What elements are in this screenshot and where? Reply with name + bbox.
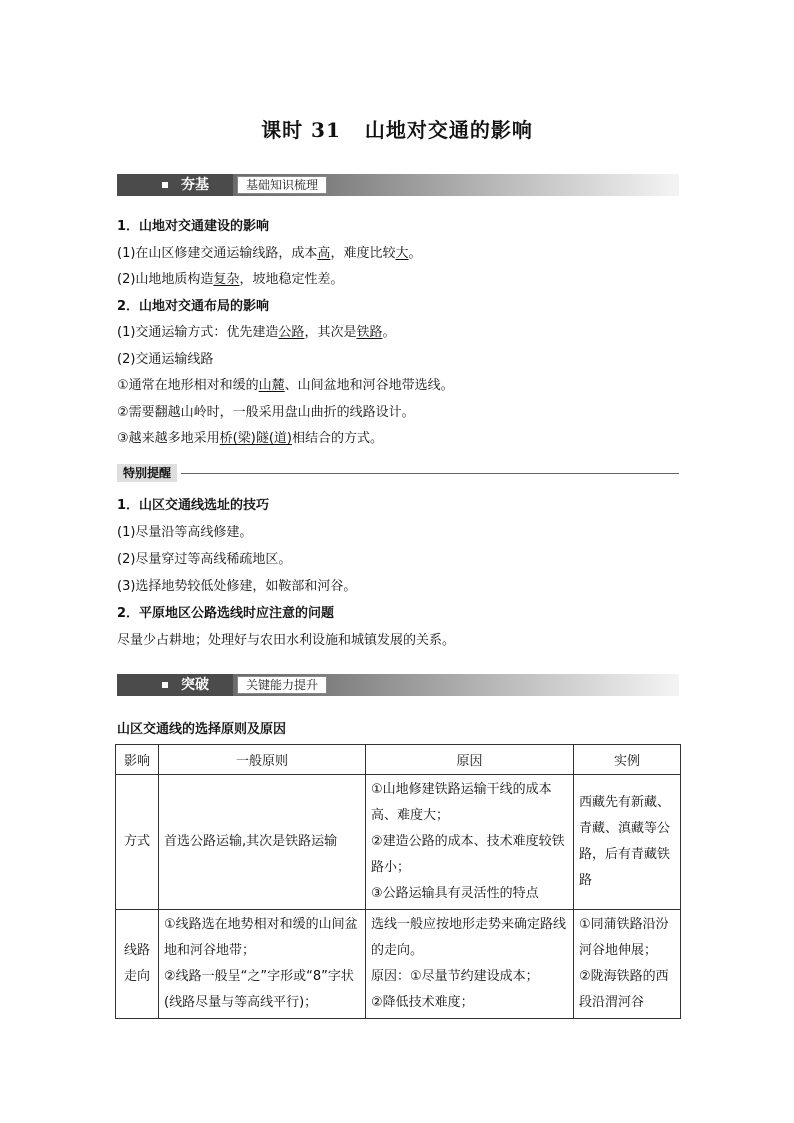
- table-cell: 首选公路运输,其次是铁路运输: [159, 775, 366, 910]
- item-2-1: (1)交通运输方式：优先建造公路，其次是铁路。: [117, 325, 396, 340]
- heading-1: 1．山地对交通建设的影响: [117, 219, 270, 234]
- principles-table: [115, 744, 681, 1019]
- heading-2: 2．山地对交通布局的影响: [117, 298, 270, 314]
- table-cell: ①线路选在地势相对和缓的山间盆地和河谷地带； ②线路一般呈“之”字形或“8”字状(线路尽量与等高线平行)；: [159, 910, 366, 1019]
- tip-item: (3)选择地势较低处修建，如鞍部和河谷。: [117, 579, 357, 594]
- square-bullet-icon: [162, 682, 168, 688]
- divider: [181, 473, 679, 474]
- tip-heading-1: 1．山区交通线选址的技巧: [117, 498, 270, 513]
- banner-main-label: 夯基: [181, 177, 209, 193]
- item-2-2: (2)交通运输线路: [117, 351, 214, 367]
- item-2-2-b: ②需要翻越山岭时，一般采用盘山曲折的线路设计。: [117, 404, 415, 420]
- tip-item: (1)尽量沿等高线修建。: [117, 525, 253, 540]
- col-header: 一般原则: [159, 745, 366, 775]
- col-header: 原因: [366, 745, 574, 775]
- page-title: 课时 31 山地对交通的影响: [261, 118, 533, 142]
- table-cell: 方式: [116, 775, 159, 910]
- table-caption: 山区交通线的选择原则及原因: [117, 722, 287, 737]
- item-1-1: (1)在山区修建交通运输线路，成本高，难度比较大。: [117, 245, 422, 261]
- table-cell: ①山地修建铁路运输干线的成本高、难度大； ②建造公路的成本、技术难度较铁路小； ③公路运输具有灵活性的特点: [366, 775, 574, 910]
- section-banner-breakthrough: [117, 674, 679, 696]
- item-1-2: (2)山地地质构造复杂，坡地稳定性差。: [117, 272, 344, 287]
- banner-sub-label: 关键能力提升: [237, 676, 327, 694]
- banner-main-label: 突破: [181, 677, 209, 693]
- table-header-row: [116, 745, 681, 775]
- tip-heading-2: 2．平原地区公路选线时应注意的问题: [117, 606, 335, 621]
- section-banner-foundation: [117, 174, 679, 196]
- col-header: 影响: [116, 745, 159, 775]
- table-cell: 西藏先有新藏、青藏、滇藏等公路，后有青藏铁路: [574, 775, 681, 910]
- table-cell: 线路走向: [116, 910, 159, 1019]
- tip-item: 尽量少占耕地；处理好与农田水利设施和城镇发展的关系。: [117, 633, 456, 648]
- table-cell: 选线一般应按地形走势来确定路线的走向。 原因：①尽量节约建设成本； ②降低技术难度；: [366, 910, 574, 1019]
- special-tip-label: 特别提醒: [117, 464, 177, 482]
- special-tip-content: [117, 492, 687, 654]
- knowledge-section: [117, 214, 687, 453]
- table-cell: ①同蒲铁路沿汾河谷地伸展； ②陇海铁路的西段沿渭河谷: [574, 910, 681, 1019]
- col-header: 实例: [574, 745, 681, 775]
- tip-item: (2)尽量穿过等高线稀疏地区。: [117, 552, 292, 567]
- item-2-2-c: ③越来越多地采用桥(梁)隧(道)相结合的方式。: [117, 431, 383, 446]
- table-row: [116, 910, 681, 1019]
- square-bullet-icon: [162, 182, 168, 188]
- item-2-2-a: ①通常在地形相对和缓的山麓、山间盆地和河谷地带选线。: [117, 378, 454, 393]
- table-row: [116, 775, 681, 910]
- banner-sub-label: 基础知识梳理: [237, 176, 327, 194]
- special-tip-header: [117, 464, 679, 484]
